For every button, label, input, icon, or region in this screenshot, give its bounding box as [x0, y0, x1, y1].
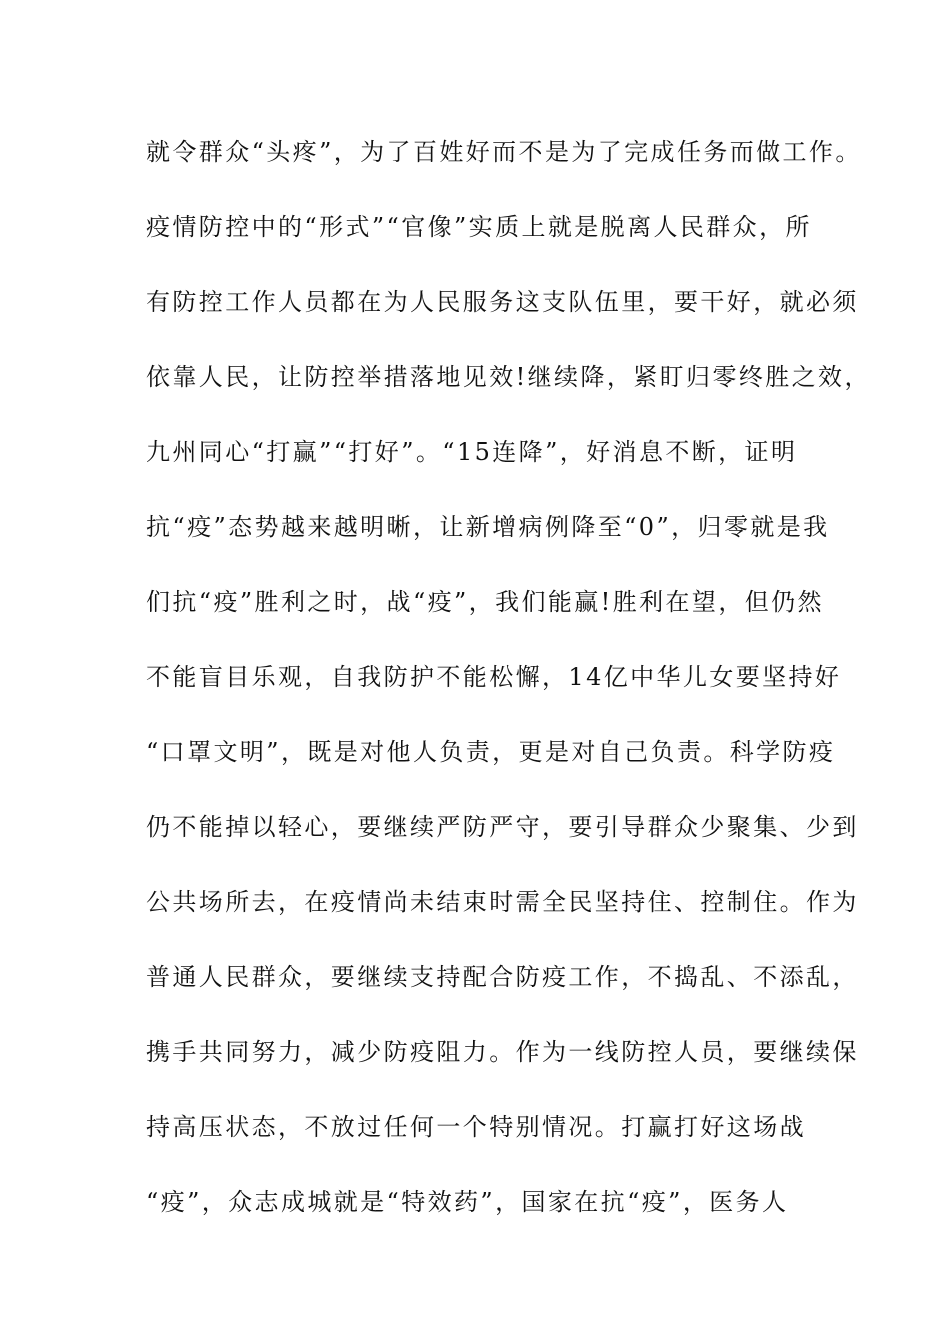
- text-line: “口罩文明”，既是对他人负责，更是对自己负责。科学防疫: [146, 738, 836, 766]
- text-line: 有防控工作人员都在为人民服务这支队伍里，要干好，就必须: [146, 288, 859, 316]
- text-line: 依靠人民，让防控举措落地见效!继续降，紧盯归零终胜之效，: [146, 363, 871, 391]
- text-line: 疫情防控中的“形式”“官像”实质上就是脱离人民群众，所: [146, 213, 812, 241]
- text-line: 携手共同努力，减少防疫阻力。作为一线防控人员，要继续保: [146, 1038, 859, 1066]
- text-line: “疫”，众志成城就是“特效药”，国家在抗“疫”，医务人: [146, 1188, 789, 1216]
- text-line: 就令群众“头疼”，为了百姓好而不是为了完成任务而做工作。: [146, 138, 862, 166]
- body-text: [146, 128, 871, 1253]
- text-line: 们抗“疫”胜利之时，战“疫”，我们能赢!胜利在望，但仍然: [146, 588, 824, 616]
- text-line: 公共场所去，在疫情尚未结束时需全民坚持住、控制住。作为: [146, 888, 859, 916]
- text-line: 仍不能掉以轻心，要继续严防严守，要引导群众少聚集、少到: [146, 813, 859, 841]
- text-line: 抗“疫”态势越来越明晰，让新增病例降至“0”，归零就是我: [146, 513, 830, 541]
- text-line: 持高压状态，不放过任何一个特别情况。打赢打好这场战: [146, 1113, 806, 1141]
- text-line: 九州同心“打赢”“打好”。“15连降”，好消息不断，证明: [146, 438, 798, 466]
- text-line: 普通人民群众，要继续支持配合防疫工作，不捣乱、不添乱，: [146, 963, 859, 991]
- text-line: 不能盲目乐观，自我防护不能松懈，14亿中华儿女要坚持好: [146, 663, 842, 691]
